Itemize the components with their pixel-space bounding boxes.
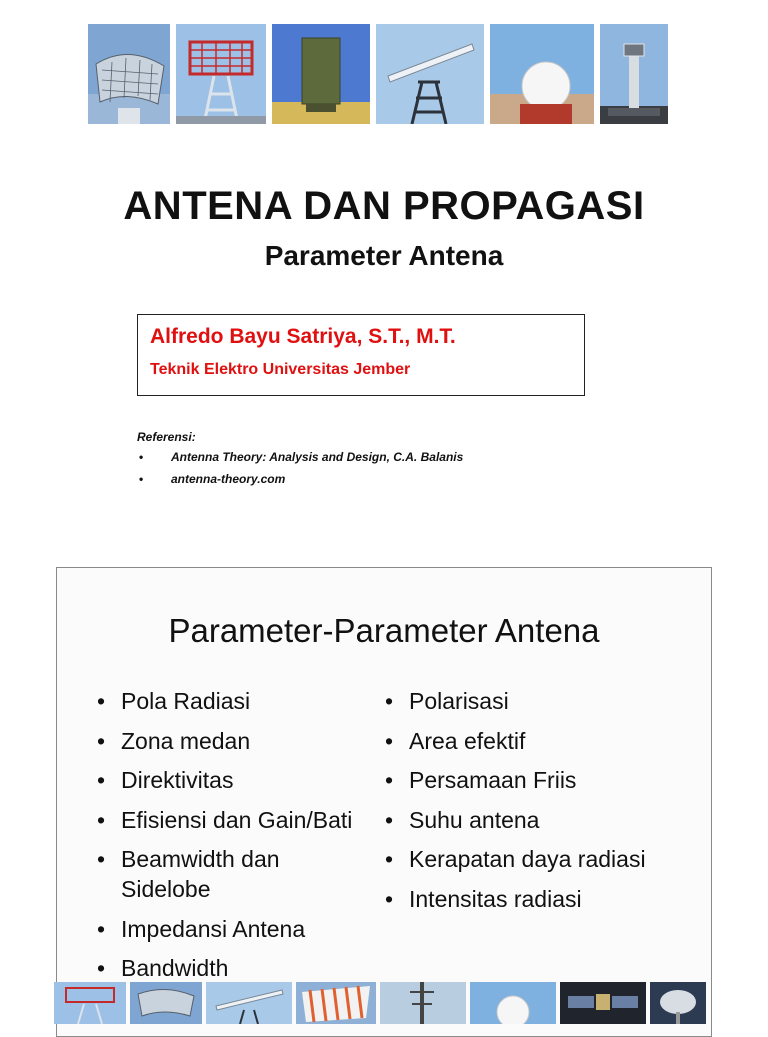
red-radar-tower-photo-icon bbox=[54, 982, 126, 1024]
left-parameter-list bbox=[97, 686, 387, 993]
reference-text: Antenna Theory: Analysis and Design, C.A. Balanis bbox=[171, 450, 464, 464]
list-item: • Pola Radiasi bbox=[97, 686, 387, 716]
page-title: ANTENA DAN PROPAGASI bbox=[123, 184, 645, 228]
radar-antenna-photo-icon bbox=[88, 24, 170, 124]
slide-2-title: Parameter-Parameter Antena bbox=[168, 612, 600, 649]
radome-photo-icon bbox=[470, 982, 556, 1024]
list-item: • Impedansi Antena bbox=[97, 914, 387, 944]
list-item: • Beamwidth dan Sidelobe bbox=[97, 844, 311, 904]
radar-antenna-photo-icon bbox=[130, 982, 202, 1024]
red-radar-tower-photo-icon bbox=[176, 24, 266, 124]
reference-item bbox=[137, 450, 463, 464]
slotted-array-radar-photo-icon bbox=[376, 24, 484, 124]
list-item: • Area efektif bbox=[385, 726, 705, 756]
list-item: • Direktivitas bbox=[97, 765, 387, 795]
bottom-photo-strip bbox=[54, 982, 706, 1024]
list-item: • Intensitas radiasi bbox=[385, 884, 705, 914]
author-name: Alfredo Bayu Satriya, S.T., M.T. bbox=[150, 325, 456, 348]
top-photo-strip bbox=[88, 24, 668, 124]
list-item: • Polarisasi bbox=[385, 686, 705, 716]
reference-text: antenna-theory.com bbox=[171, 472, 286, 486]
striped-antenna-photo-icon bbox=[296, 982, 376, 1024]
author-box bbox=[137, 314, 585, 396]
slotted-array-radar-photo-icon bbox=[206, 982, 292, 1024]
list-item: • Suhu antena bbox=[385, 805, 705, 835]
author-affiliation: Teknik Elektro Universitas Jember bbox=[150, 361, 411, 378]
references-heading: Referensi: bbox=[137, 430, 196, 444]
slide-2 bbox=[56, 567, 712, 1037]
radome-photo-icon bbox=[490, 24, 594, 124]
list-item: • Persamaan Friis bbox=[385, 765, 705, 795]
satellite-photo-icon bbox=[560, 982, 646, 1024]
list-item: • Kerapatan daya radiasi bbox=[385, 844, 705, 874]
list-item: • Zona medan bbox=[97, 726, 387, 756]
page-subtitle: Parameter Antena bbox=[264, 240, 504, 271]
list-item: • Efisiensi dan Gain/Bati bbox=[97, 805, 387, 835]
control-tower-photo-icon bbox=[600, 24, 668, 124]
references bbox=[137, 430, 463, 494]
list-item: • Bandwidth bbox=[97, 953, 387, 983]
bullet-icon: • bbox=[139, 472, 144, 486]
reference-item bbox=[137, 472, 463, 486]
dish-antenna-photo-icon bbox=[650, 982, 706, 1024]
right-parameter-list bbox=[385, 686, 705, 923]
mast-antenna-photo-icon bbox=[380, 982, 466, 1024]
bullet-icon: • bbox=[139, 450, 144, 464]
green-radar-panel-photo-icon bbox=[272, 24, 370, 124]
